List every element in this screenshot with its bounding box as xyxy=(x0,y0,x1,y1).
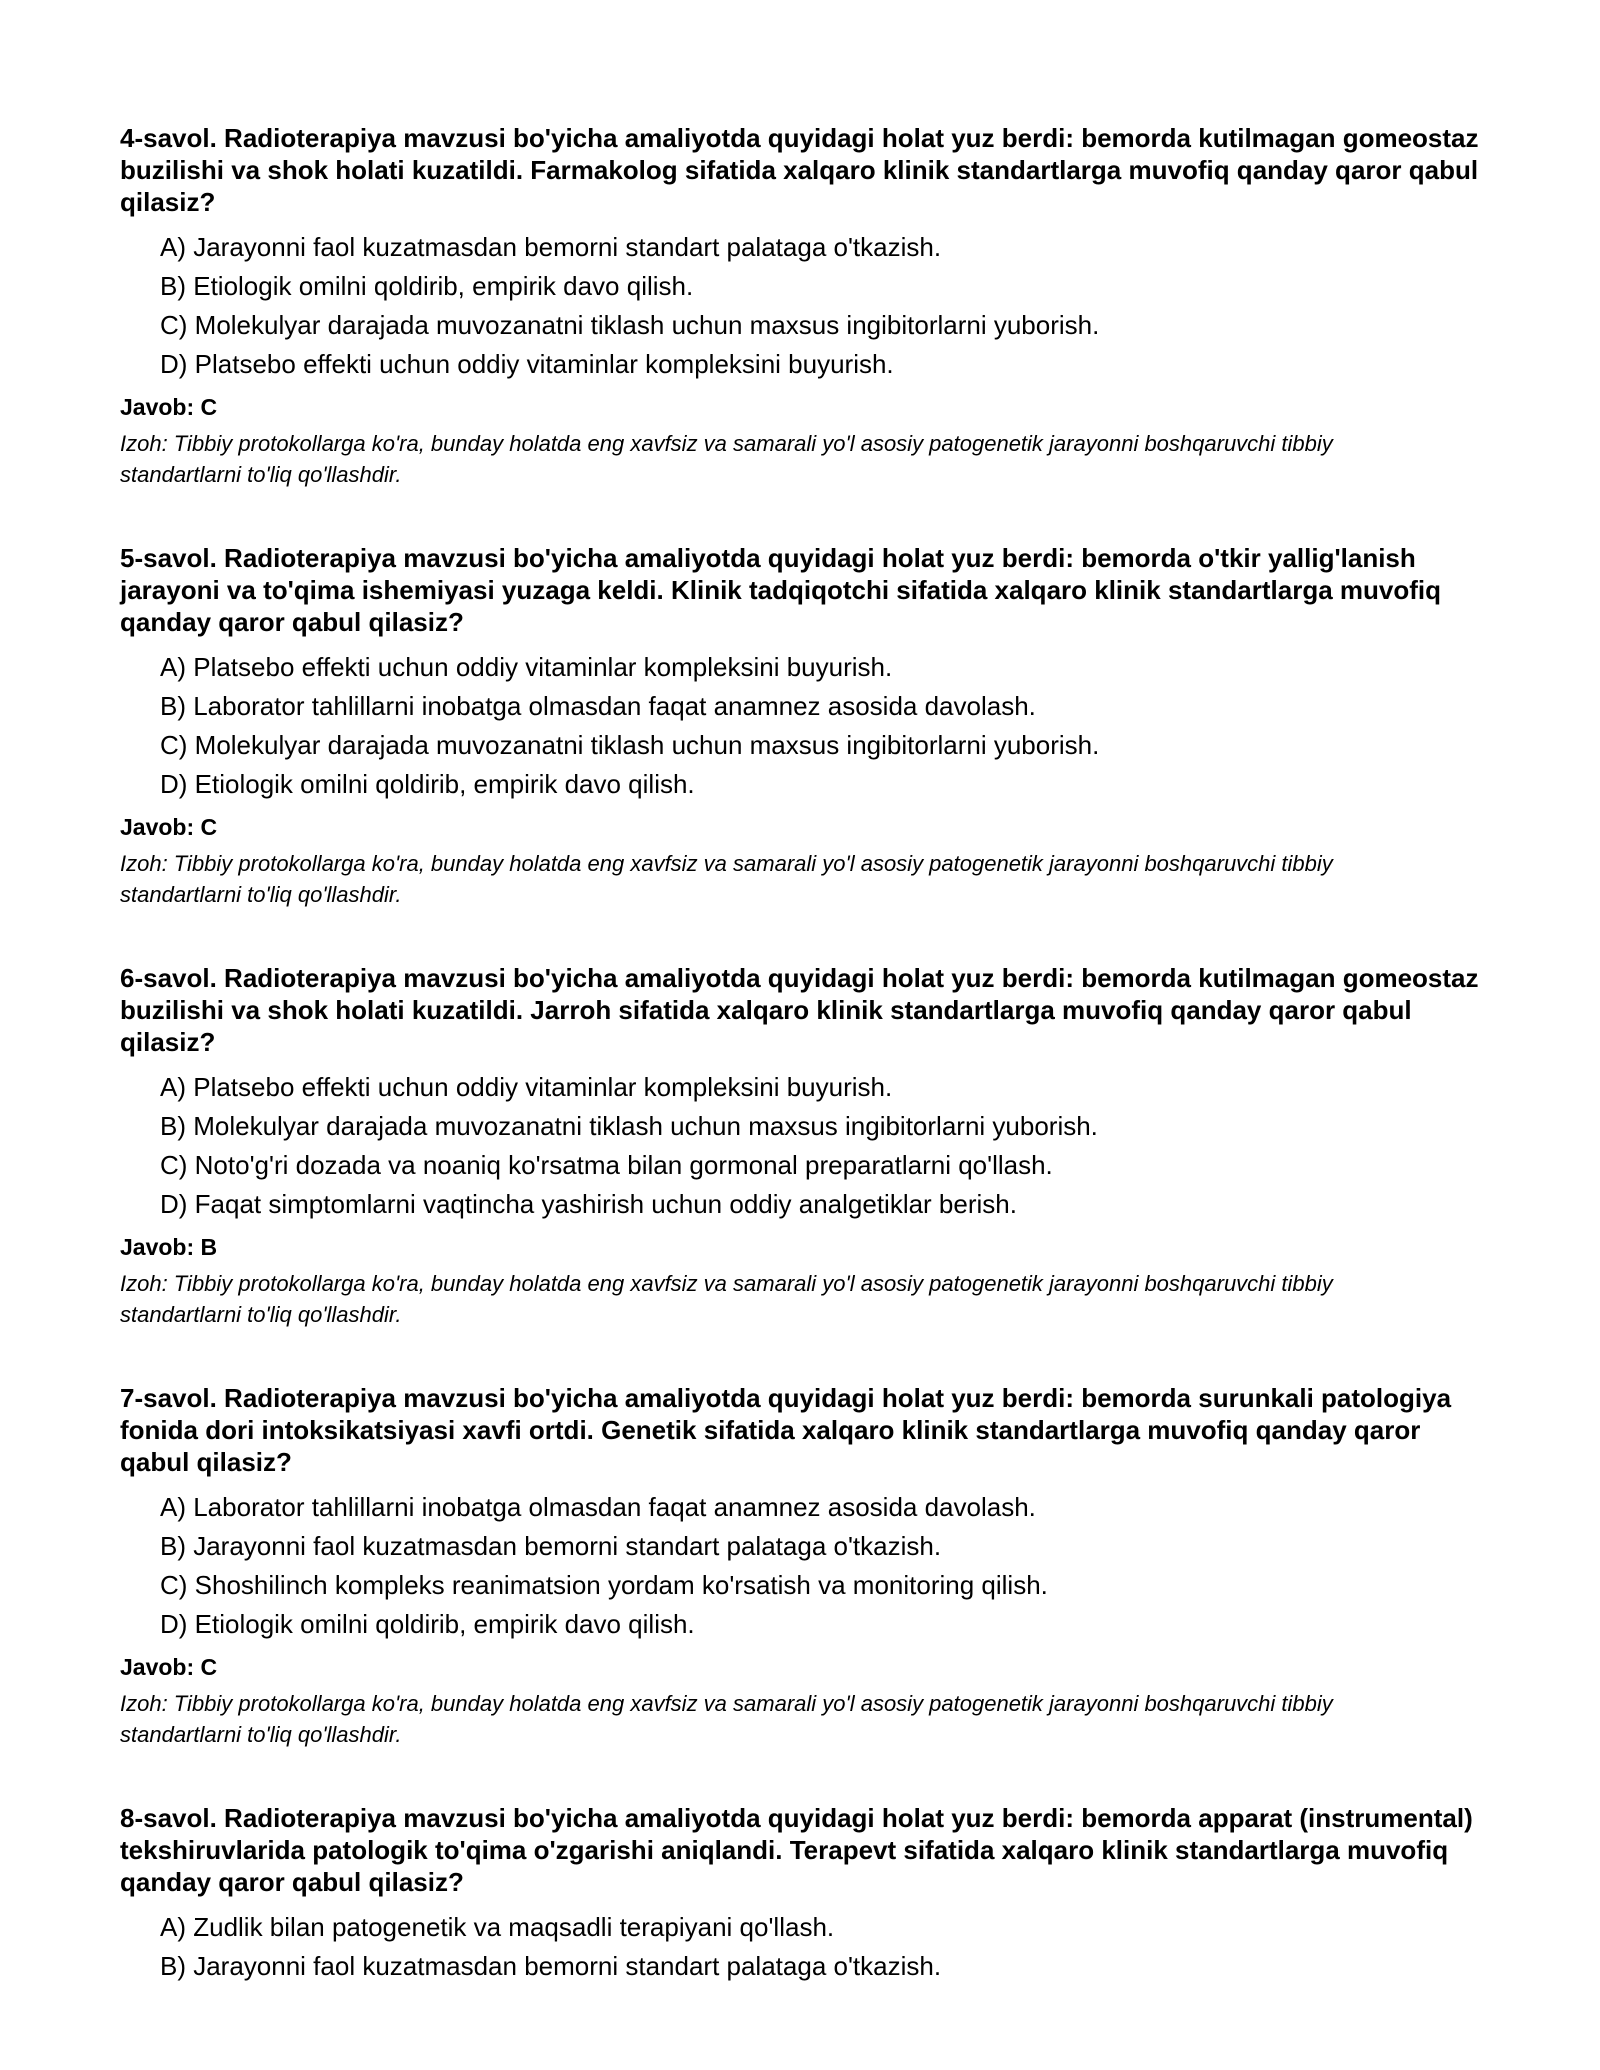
answer-key: Javob: C xyxy=(120,814,218,840)
option-b: B) Jarayonni faol kuzatmasdan bemorni standart palataga o'tkazish. xyxy=(160,1951,942,1981)
option-b: B) Etiologik omilni qoldirib, empirik davo qilish. xyxy=(160,271,694,301)
option-d: D) Faqat simptomlarni vaqtincha yashirish uchun oddiy analgetiklar berish. xyxy=(160,1189,1017,1219)
option-c: C) Noto'g'ri dozada va noaniq ko'rsatma bilan gormonal preparatlarni qo'llash. xyxy=(160,1150,1053,1180)
question-4 xyxy=(120,122,1495,490)
answer-key: Javob: B xyxy=(120,1234,218,1260)
option-d: D) Etiologik omilni qoldirib, empirik davo qilish. xyxy=(160,769,695,799)
answer-options xyxy=(120,648,1495,804)
answer-key: Javob: C xyxy=(120,394,218,420)
option-d: D) Platsebo effekti uchun oddiy vitaminlar kompleksini buyurish. xyxy=(160,349,894,379)
answer-options xyxy=(120,1488,1495,1644)
explanation-note: Izoh: Tibbiy protokollarga ko'ra, bunday holatda eng xavfsiz va samarali yo'l asosiy patogenetik jarayonni boshqaruvchi tibbiy standartlarni to'liq qo'llashdir. xyxy=(120,851,1333,907)
question-8 xyxy=(120,1802,1495,1986)
option-a: A) Platsebo effekti uchun oddiy vitaminlar kompleksini buyurish. xyxy=(160,1072,893,1102)
question-title: 8-savol. Radioterapiya mavzusi bo'yicha amaliyotda quyidagi holat yuz berdi: bemorda apparat (instrumental) tekshiruvlarida patologik to'qima o'zgarishi aniqlandi. Terapevt sifatida xalqaro klinik standartlarga muvofiq qanday qaror qabul qilasiz? xyxy=(120,1803,1473,1897)
option-a: A) Platsebo effekti uchun oddiy vitaminlar kompleksini buyurish. xyxy=(160,652,893,682)
option-b: B) Molekulyar darajada muvozanatni tiklash uchun maxsus ingibitorlarni yuborish. xyxy=(160,1111,1098,1141)
option-c: C) Shoshilinch kompleks reanimatsion yordam ko'rsatish va monitoring qilish. xyxy=(160,1570,1048,1600)
answer-key: Javob: C xyxy=(120,1654,218,1680)
answer-options xyxy=(120,228,1495,384)
option-b: B) Laborator tahlillarni inobatga olmasdan faqat anamnez asosida davolash. xyxy=(160,691,1036,721)
document-page xyxy=(120,122,1495,2038)
question-7 xyxy=(120,1382,1495,1750)
question-title: 7-savol. Radioterapiya mavzusi bo'yicha amaliyotda quyidagi holat yuz berdi: bemorda surunkali patologiya fonida dori intoksikatsiyasi xavfi ortdi. Genetik sifatida xalqaro klinik standartlarga muvofiq qanday qaror qabul qilasiz? xyxy=(120,1383,1452,1477)
option-a: A) Laborator tahlillarni inobatga olmasdan faqat anamnez asosida davolash. xyxy=(160,1492,1036,1522)
explanation-note: Izoh: Tibbiy protokollarga ko'ra, bunday holatda eng xavfsiz va samarali yo'l asosiy patogenetik jarayonni boshqaruvchi tibbiy standartlarni to'liq qo'llashdir. xyxy=(120,1271,1333,1327)
option-c: C) Molekulyar darajada muvozanatni tiklash uchun maxsus ingibitorlarni yuborish. xyxy=(160,310,1100,340)
option-d: D) Etiologik omilni qoldirib, empirik davo qilish. xyxy=(160,1609,695,1639)
question-title: 4-savol. Radioterapiya mavzusi bo'yicha amaliyotda quyidagi holat yuz berdi: bemorda kutilmagan gomeostaz buzilishi va shok holati kuzatildi. Farmakolog sifatida xalqaro klinik standartlarga muvofiq qanday qaror qabul qilasiz? xyxy=(120,123,1479,217)
option-c: C) Molekulyar darajada muvozanatni tiklash uchun maxsus ingibitorlarni yuborish. xyxy=(160,730,1100,760)
answer-options xyxy=(120,1908,1495,1986)
option-a: A) Jarayonni faol kuzatmasdan bemorni standart palataga o'tkazish. xyxy=(160,232,942,262)
explanation-note: Izoh: Tibbiy protokollarga ko'ra, bunday holatda eng xavfsiz va samarali yo'l asosiy patogenetik jarayonni boshqaruvchi tibbiy standartlarni to'liq qo'llashdir. xyxy=(120,1691,1333,1747)
answer-options xyxy=(120,1068,1495,1224)
option-a: A) Zudlik bilan patogenetik va maqsadli terapiyani qo'llash. xyxy=(160,1912,835,1942)
question-title: 6-savol. Radioterapiya mavzusi bo'yicha amaliyotda quyidagi holat yuz berdi: bemorda kutilmagan gomeostaz buzilishi va shok holati kuzatildi. Jarroh sifatida xalqaro klinik standartlarga muvofiq qanday qaror qabul qilasiz? xyxy=(120,963,1479,1057)
question-5 xyxy=(120,542,1495,910)
question-title: 5-savol. Radioterapiya mavzusi bo'yicha amaliyotda quyidagi holat yuz berdi: bemorda o'tkir yallig'lanish jarayoni va to'qima ishemiyasi yuzaga keldi. Klinik tadqiqotchi sifatida xalqaro klinik standartlarga muvofiq qanday qaror qabul qilasiz? xyxy=(120,543,1441,637)
option-b: B) Jarayonni faol kuzatmasdan bemorni standart palataga o'tkazish. xyxy=(160,1531,942,1561)
explanation-note: Izoh: Tibbiy protokollarga ko'ra, bunday holatda eng xavfsiz va samarali yo'l asosiy patogenetik jarayonni boshqaruvchi tibbiy standartlarni to'liq qo'llashdir. xyxy=(120,431,1333,487)
question-6 xyxy=(120,962,1495,1330)
